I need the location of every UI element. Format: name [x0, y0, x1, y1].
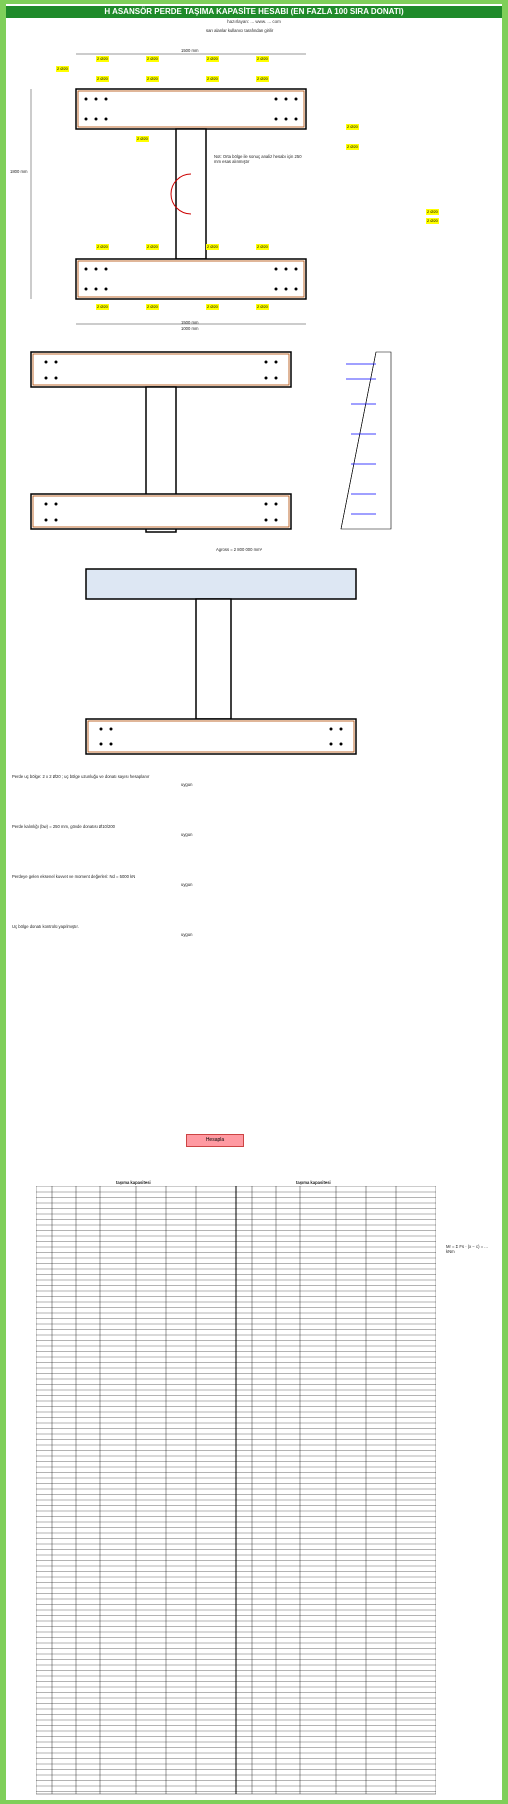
side-formula: Mr = Σ Fs · (x − c) = ... kNm — [446, 1244, 488, 1254]
input-cell[interactable]: 2 Ø20 — [97, 56, 108, 61]
input-cell[interactable]: 2 Ø20 — [347, 124, 358, 129]
input-cell[interactable]: 2 Ø20 — [97, 244, 108, 249]
section-strain-diagram — [6, 344, 502, 554]
input-cell[interactable]: 2 Ø20 — [207, 76, 218, 81]
input-cell[interactable]: 2 Ø20 — [147, 304, 158, 309]
dim-bottom-2: 1000 mm — [181, 326, 199, 331]
input-cell[interactable]: 2 Ø20 — [207, 244, 218, 249]
input-note: sarı alanlar kullanıcı tarafından girilir — [206, 28, 274, 33]
center-note: Not: Orta bölge ile sonuç analiz hesabı için 250 mm esas alınmıştır — [214, 154, 302, 164]
t-section-drawing — [6, 564, 502, 764]
input-cell[interactable]: 2 Ø20 — [97, 304, 108, 309]
input-cell[interactable]: 2 Ø20 — [137, 136, 148, 141]
text-line-2: Perde kalınlığı (bw) = 250 mm, gövde donatısı Ø10/200 — [12, 824, 116, 829]
dim-bottom: 1500 mm — [181, 320, 199, 325]
text-line-4: Uç bölge donatı kontrolü yapılmıştır. — [12, 924, 79, 929]
page-subtitle: hazırlayan: ... www. ... com — [227, 19, 281, 24]
plan-drawing — [6, 34, 502, 334]
input-cell[interactable]: 2 Ø20 — [427, 218, 438, 223]
worksheet — [6, 4, 502, 1800]
results-grid — [36, 1186, 436, 1796]
input-cell[interactable]: 2 Ø20 — [257, 244, 268, 249]
input-cell[interactable]: 2 Ø20 — [207, 56, 218, 61]
table-header-left: taşıma kapasitesi — [116, 1180, 151, 1185]
result-2: uygun — [181, 832, 193, 837]
calculate-button[interactable]: Hesapla — [186, 1134, 244, 1147]
input-cell[interactable]: 2 Ø20 — [147, 76, 158, 81]
input-cell[interactable]: 2 Ø20 — [257, 56, 268, 61]
input-cell[interactable]: 2 Ø20 — [147, 244, 158, 249]
dim-top: 1500 mm — [181, 48, 199, 53]
table-header-right: taşıma kapasitesi — [296, 1180, 331, 1185]
input-cell[interactable]: 2 Ø20 — [57, 66, 68, 71]
input-cell[interactable]: 2 Ø20 — [427, 209, 438, 214]
page-title: H ASANSÖR PERDE TAŞIMA KAPASİTE HESABI (EN FAZLA 100 SIRA DONATI) — [6, 6, 502, 18]
result-4: uygun — [181, 932, 193, 937]
input-cell[interactable]: 2 Ø20 — [347, 144, 358, 149]
text-line-3: Perdeye gelen eksenel kuvvet ve moment değerleri: Nd = 5000 kN — [12, 874, 136, 879]
input-cell[interactable]: 2 Ø20 — [257, 304, 268, 309]
input-cell[interactable]: 2 Ø20 — [257, 76, 268, 81]
input-cell[interactable]: 2 Ø20 — [97, 76, 108, 81]
input-cell[interactable]: 2 Ø20 — [147, 56, 158, 61]
result-3: uygun — [181, 882, 193, 887]
gross-area-label: Agross = 2 800 000 mm² — [216, 547, 262, 552]
text-line-1: Perde uç bölge: 2 x 2 Ø20 ; uç bölge uzunluğu ve donatı sayısı hesaplanır — [12, 774, 150, 779]
result-1: uygun — [181, 782, 193, 787]
dim-left: 1800 mm — [10, 169, 28, 174]
input-cell[interactable]: 2 Ø20 — [207, 304, 218, 309]
